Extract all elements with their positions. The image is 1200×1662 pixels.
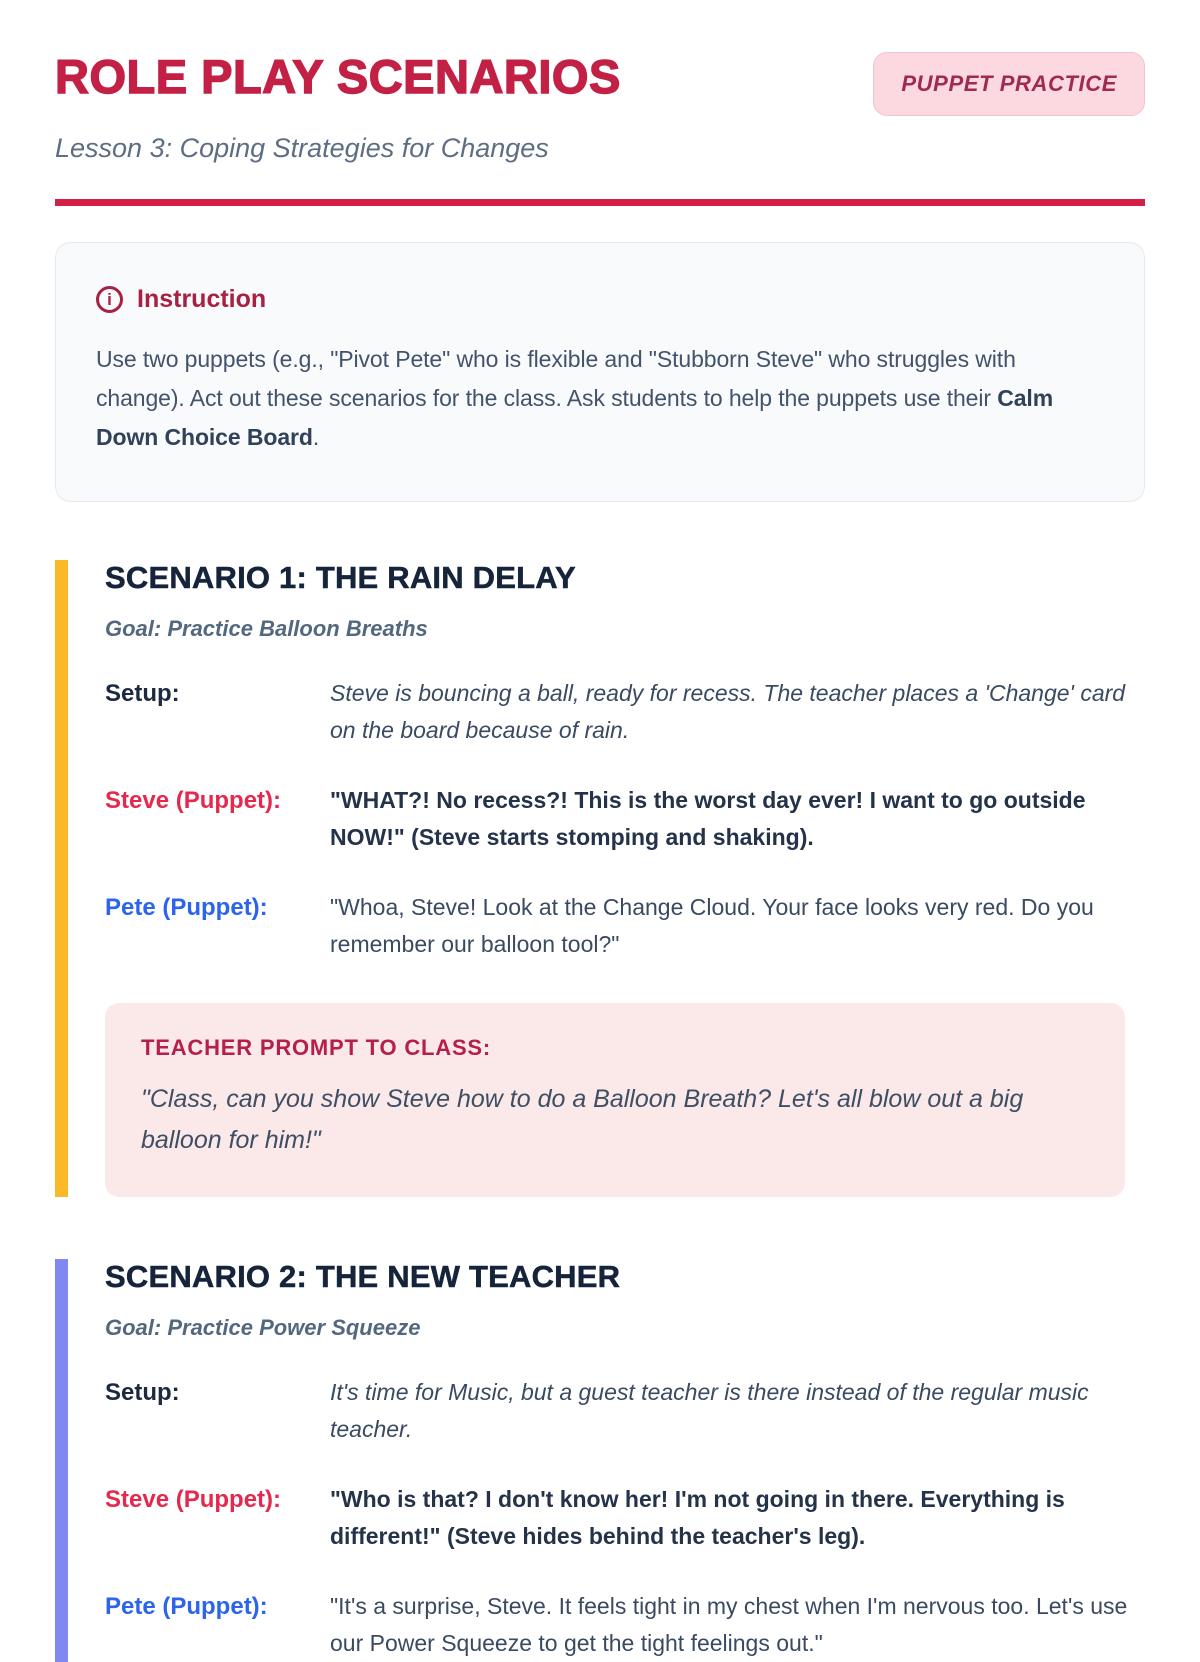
page-header: [55, 52, 1145, 206]
scenario-1-pete-row: [105, 889, 1145, 963]
steve-dialogue: "Who is that? I don't know her! I'm not going in there. Everything is different!" (Steve hides behind the teacher's leg).: [330, 1486, 1065, 1549]
teacher-prompt-box: [105, 1003, 1125, 1197]
scenario-1-setup-row: [105, 675, 1145, 749]
scenario-2-section: [55, 1259, 1145, 1662]
pete-dialogue: "Whoa, Steve! Look at the Change Cloud. Your face looks very red. Do you remember our balloon tool?": [330, 894, 1094, 957]
scenario-1-title: SCENARIO 1: THE RAIN DELAY: [105, 560, 576, 595]
pete-puppet-label: Pete (Puppet):: [105, 1593, 268, 1620]
header-divider: [55, 199, 1145, 206]
instruction-card: [55, 242, 1145, 502]
teacher-prompt-heading: TEACHER PROMPT TO CLASS:: [141, 1035, 492, 1060]
pete-puppet-label: Pete (Puppet):: [105, 894, 268, 921]
scenario-2-goal: Goal: Practice Power Squeeze: [105, 1315, 421, 1340]
setup-label: Setup:: [105, 680, 180, 707]
header-row: [55, 52, 1145, 116]
teacher-prompt-text: "Class, can you show Steve how to do a Balloon Breath? Let's all blow out a big balloon for him!": [141, 1085, 1024, 1154]
instruction-header: [96, 285, 1104, 314]
instruction-body: [96, 340, 1104, 457]
puppet-practice-badge: PUPPET PRACTICE: [873, 52, 1145, 116]
pete-dialogue: "It's a surprise, Steve. It feels tight in my chest when I'm nervous too. Let's use our Power Squeeze to get the tight feelings out.": [330, 1593, 1128, 1656]
setup-text: Steve is bouncing a ball, ready for recess. The teacher places a 'Change' card on the board because of rain.: [330, 680, 1126, 743]
setup-text: It's time for Music, but a guest teacher is there instead of the regular music teacher.: [330, 1379, 1089, 1442]
setup-label: Setup:: [105, 1379, 180, 1406]
scenario-2-steve-row: [105, 1481, 1145, 1555]
steve-puppet-label: Steve (Puppet):: [105, 1486, 282, 1513]
steve-puppet-label: Steve (Puppet):: [105, 787, 282, 814]
page-title: ROLE PLAY SCENARIOS: [55, 50, 621, 103]
scenario-1-goal: Goal: Practice Balloon Breaths: [105, 616, 428, 641]
instruction-text-end: .: [312, 424, 320, 450]
instruction-heading: Instruction: [137, 285, 267, 313]
instruction-text-bold: Calm Down Choice Board: [96, 385, 1054, 450]
info-icon: i: [96, 286, 123, 313]
steve-dialogue: "WHAT?! No recess?! This is the worst day ever! I want to go outside NOW!" (Steve starts stomping and shaking).: [330, 787, 1086, 850]
scenario-2-title: SCENARIO 2: THE NEW TEACHER: [105, 1259, 621, 1294]
lesson-subtitle: Lesson 3: Coping Strategies for Changes: [55, 133, 549, 163]
scenario-2-setup-row: [105, 1374, 1145, 1448]
scenario-1-section: [55, 560, 1145, 1197]
scenario-1-steve-row: [105, 782, 1145, 856]
instruction-text-start: Use two puppets (e.g., "Pivot Pete" who is flexible and "Stubborn Steve" who struggles with change). Act out these scenarios for the class. Ask students to help the puppets use their: [96, 346, 1016, 411]
scenario-2-pete-row: [105, 1588, 1145, 1662]
